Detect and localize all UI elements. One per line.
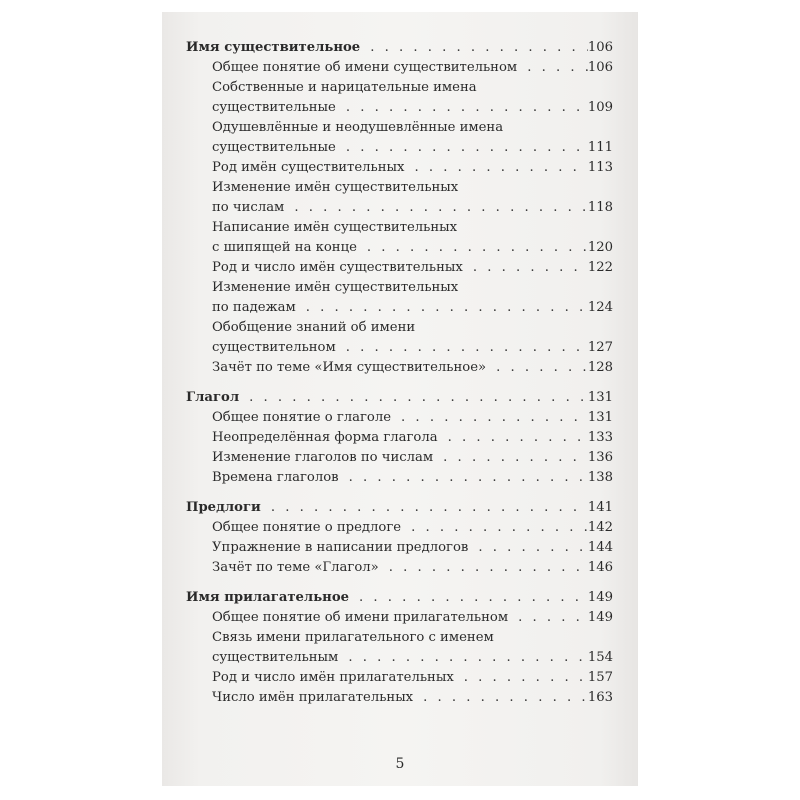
toc-entry: [186, 58, 613, 78]
entry-page-number: 118: [587, 200, 613, 215]
dot-leader: [284, 198, 588, 218]
entry-title-line: Собственные и нарицательные имена: [212, 80, 477, 95]
entry-page-number: 122: [587, 260, 613, 275]
entry-page-number: 163: [587, 690, 613, 705]
dot-leader: [296, 298, 588, 318]
dot-leader: [468, 538, 588, 558]
entry-title-line: Изменение имён существительных: [212, 280, 459, 295]
entry-title: Глагол: [186, 390, 240, 405]
entry-page-number: 146: [587, 560, 613, 575]
entry-title-line: Одушевлённые и неодушевлённые имена: [212, 120, 504, 135]
entry-page-number: 149: [587, 590, 613, 605]
entry-title: Общее понятие об имени существительном: [212, 60, 518, 75]
dot-leader: [391, 408, 588, 428]
entry-title: Зачёт по теме «Глагол»: [212, 560, 379, 575]
entry-title: Времена глаголов: [212, 470, 339, 485]
entry-page-number: 138: [587, 470, 613, 485]
dot-leader: [454, 668, 588, 688]
dot-leader: [463, 258, 588, 278]
page-number: 5: [395, 756, 405, 772]
dot-leader: [261, 498, 588, 518]
toc-entry: [186, 608, 613, 628]
entry-title: Общее понятие о глаголе: [212, 410, 392, 425]
toc-section: [186, 388, 613, 488]
entry-title: существительным: [212, 650, 339, 665]
entry-title: Имя прилагательное: [186, 590, 350, 605]
entry-title: по числам: [212, 200, 285, 215]
entry-page-number: 136: [587, 450, 613, 465]
entry-page-number: 106: [587, 40, 613, 55]
entry-title: Имя существительное: [186, 40, 361, 55]
toc-section: [186, 498, 613, 578]
dot-leader: [404, 158, 587, 178]
entry-title: Упражнение в написании предлогов: [212, 540, 469, 555]
entry-page-number: 109: [587, 100, 613, 115]
dot-leader: [438, 428, 588, 448]
entry-title: Число имён прилагательных: [212, 690, 414, 705]
table-of-contents: [186, 38, 613, 718]
entry-title: Зачёт по теме «Имя существительное»: [212, 360, 487, 375]
toc-entry: [186, 408, 613, 428]
entry-page-number: 127: [587, 340, 613, 355]
toc-section: [186, 38, 613, 378]
dot-leader: [517, 58, 588, 78]
dot-leader: [336, 98, 588, 118]
entry-title: существительные: [212, 100, 336, 115]
entry-title: по падежам: [212, 300, 296, 315]
dot-leader: [413, 688, 588, 708]
toc-entry: [186, 238, 613, 258]
entry-title: Общее понятие об имени прилагательном: [212, 610, 509, 625]
entry-title-line: Написание имён существительных: [212, 220, 458, 235]
toc-entry: [186, 518, 613, 538]
dot-leader: [239, 388, 588, 408]
dot-leader: [336, 138, 588, 158]
toc-entry: [186, 358, 613, 378]
entry-title: Общее понятие о предлоге: [212, 520, 402, 535]
entry-page-number: 144: [587, 540, 613, 555]
dot-leader: [433, 448, 588, 468]
toc-section: [186, 588, 613, 708]
section-heading: [186, 588, 613, 608]
entry-title: Род и число имён прилагательных: [212, 670, 454, 685]
dot-leader: [486, 358, 588, 378]
dot-leader: [357, 238, 588, 258]
entry-page-number: 131: [587, 390, 613, 405]
entry-title-line: Связь имени прилагательного с именем: [212, 630, 494, 645]
entry-page-number: 154: [587, 650, 613, 665]
entry-page-number: 142: [587, 520, 613, 535]
toc-entry: [186, 198, 613, 218]
entry-page-number: 128: [587, 360, 613, 375]
entry-title: Неопределённая форма глагола: [212, 430, 438, 445]
toc-entry: [186, 558, 613, 578]
entry-title: существительные: [212, 140, 336, 155]
toc-entry: [186, 468, 613, 488]
book-page: [162, 12, 638, 786]
entry-page-number: 149: [587, 610, 613, 625]
dot-leader: [360, 38, 588, 58]
entry-page-number: 157: [587, 670, 613, 685]
entry-page-number: 111: [587, 140, 613, 155]
dot-leader: [336, 338, 588, 358]
section-heading: [186, 38, 613, 58]
toc-entry: [186, 298, 613, 318]
entry-page-number: 124: [587, 300, 613, 315]
dot-leader: [338, 648, 588, 668]
entry-title-line: Изменение имён существительных: [212, 180, 459, 195]
toc-entry: [186, 668, 613, 688]
toc-entry: [186, 158, 613, 178]
section-heading: [186, 388, 613, 408]
dot-leader: [379, 558, 588, 578]
toc-entry: [186, 338, 613, 358]
entry-title: Род имён существительных: [212, 160, 405, 175]
dot-leader: [339, 468, 588, 488]
toc-entry: [186, 98, 613, 118]
toc-entry: [186, 688, 613, 708]
entry-title: с шипящей на конце: [212, 240, 357, 255]
toc-entry: [186, 258, 613, 278]
toc-entry: [186, 138, 613, 158]
entry-title: Изменение глаголов по числам: [212, 450, 434, 465]
dot-leader: [401, 518, 588, 538]
toc-entry: [186, 428, 613, 448]
entry-title: Предлоги: [186, 500, 261, 515]
entry-title-line: Обобщение знаний об имени: [212, 320, 416, 335]
entry-page-number: 141: [587, 500, 613, 515]
entry-page-number: 131: [587, 410, 613, 425]
toc-entry: [186, 538, 613, 558]
dot-leader: [349, 588, 588, 608]
entry-title: существительном: [212, 340, 336, 355]
entry-page-number: 113: [587, 160, 613, 175]
toc-entry: [186, 448, 613, 468]
entry-page-number: 106: [587, 60, 613, 75]
entry-page-number: 120: [587, 240, 613, 255]
entry-page-number: 133: [587, 430, 613, 445]
entry-title: Род и число имён существительных: [212, 260, 463, 275]
dot-leader: [508, 608, 588, 628]
section-heading: [186, 498, 613, 518]
toc-entry: [186, 648, 613, 668]
